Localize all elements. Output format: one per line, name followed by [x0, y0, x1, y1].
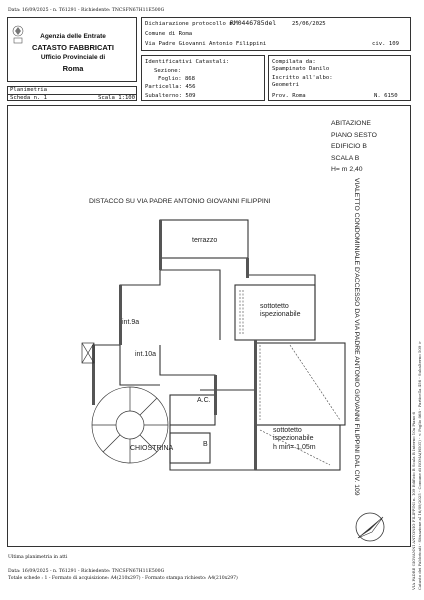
unit-type: ABITAZIONE [331, 120, 371, 127]
compilata-da: Compilata da: [272, 59, 316, 65]
iscritto: Iscritto all'albo: [272, 75, 333, 81]
scala: Scala 1:100 [98, 95, 136, 101]
agency-line3: Ufficio Provinciale di [40, 54, 106, 61]
distacco-label: DISTACCO SU VIA PADRE ANTONIO GIOVANNI FILIPPINI [89, 198, 271, 205]
unit-info [331, 118, 377, 176]
unit-floor: PIANO SESTO [331, 131, 377, 139]
top-stamp: Data: 16/09/2025 - n. T61291 - Richiedente: TNCSFN67H11E500G [8, 8, 165, 13]
declaration-box [141, 17, 411, 51]
chiostrina-label: CHIOSTRINA [130, 445, 174, 452]
agency-line4: Roma [62, 64, 84, 73]
cadastral-box [141, 55, 265, 101]
address: Via Padre Giovanni Antonio Filippini [145, 41, 267, 47]
province: Prov. Roma [272, 93, 306, 99]
bottom-stamp: Data: 16/09/2025 - n. T61291 - Richiedente: TNCSFN67H11E500G [8, 569, 165, 574]
int10a-label: int.10a [135, 351, 157, 358]
sezione: Sezione: [154, 68, 181, 74]
side-stamp-line1: Catasto dei Fabbricati - Situazione al 16/09/2025 - Comune di ROMA(H501) - < Foglio 868 - Particella 456 - Subalterno 509 > [417, 341, 422, 590]
sottotetto2-sub: ispezionabile [273, 435, 314, 442]
agency-line1: Agenzia delle Entrate [40, 33, 106, 40]
sottotetto1-label: sottotetto [260, 303, 289, 310]
sottotetto1-sub: ispezionabile [260, 311, 301, 318]
scheda-box [7, 86, 137, 101]
agency-line2: CATASTO FABBRICATI [32, 43, 114, 52]
side-stamp-line2: VIA PADRE GIOVANNI ANTONIO FILIPPINI n. 109 Edificio B Scala B Interno 10a Piano 6 [411, 411, 416, 590]
unit-height: H= m 2,40 [331, 166, 363, 173]
b-label: B [203, 441, 208, 448]
scheda-number: Scheda n. 1 [10, 95, 48, 101]
north-arrow-icon [350, 510, 390, 544]
register-number: N. 6150 [374, 93, 398, 99]
albo: Geometri [272, 82, 299, 88]
subalterno: Subalterno: 509 [145, 93, 196, 99]
int9a-label: int.9a [122, 319, 140, 326]
particella: Particella: 456 [145, 84, 196, 90]
foglio: Foglio: 868 [158, 76, 196, 82]
vialetto-label: VIALETTO CONDOMINIALE D'ACCESSO DA VIA PADRE ANTONIO GIOVANNI FILIPPINI DAL CIV. 109 [353, 178, 360, 496]
sottotetto2-height: h min= 1,05m [273, 444, 316, 451]
declaration-date: 25/06/2025 [292, 21, 326, 27]
protocol-number: RM0446785del [230, 19, 277, 27]
declaration-label: Dichiarazione protocollo n. [145, 21, 236, 27]
sottotetto2-label: sottotetto [273, 427, 302, 434]
unit-staircase: SCALA B [331, 154, 360, 162]
civic-number: civ. 109 [372, 41, 399, 47]
comune: Comune di Roma [145, 31, 193, 37]
footer-note: Ultima planimetria in atti [8, 555, 68, 560]
ac-label: A.C. [197, 397, 211, 404]
cadastral-title: Identificativi Catastali: [145, 59, 230, 65]
compiler-box [268, 55, 411, 101]
unit-building: EDIFICIO B [331, 143, 367, 150]
compiler-name: Spampinato Danilo [272, 66, 330, 72]
bottom-info: Totale schede : 1 - Formato di acquisizione: A4(210x297) - Formato stampa richiesto: A4(210x297) [8, 576, 238, 581]
planimetria-label: Planimetria [10, 87, 48, 93]
agency-box [7, 17, 137, 82]
terrazzo-label: terrazzo [192, 237, 218, 244]
